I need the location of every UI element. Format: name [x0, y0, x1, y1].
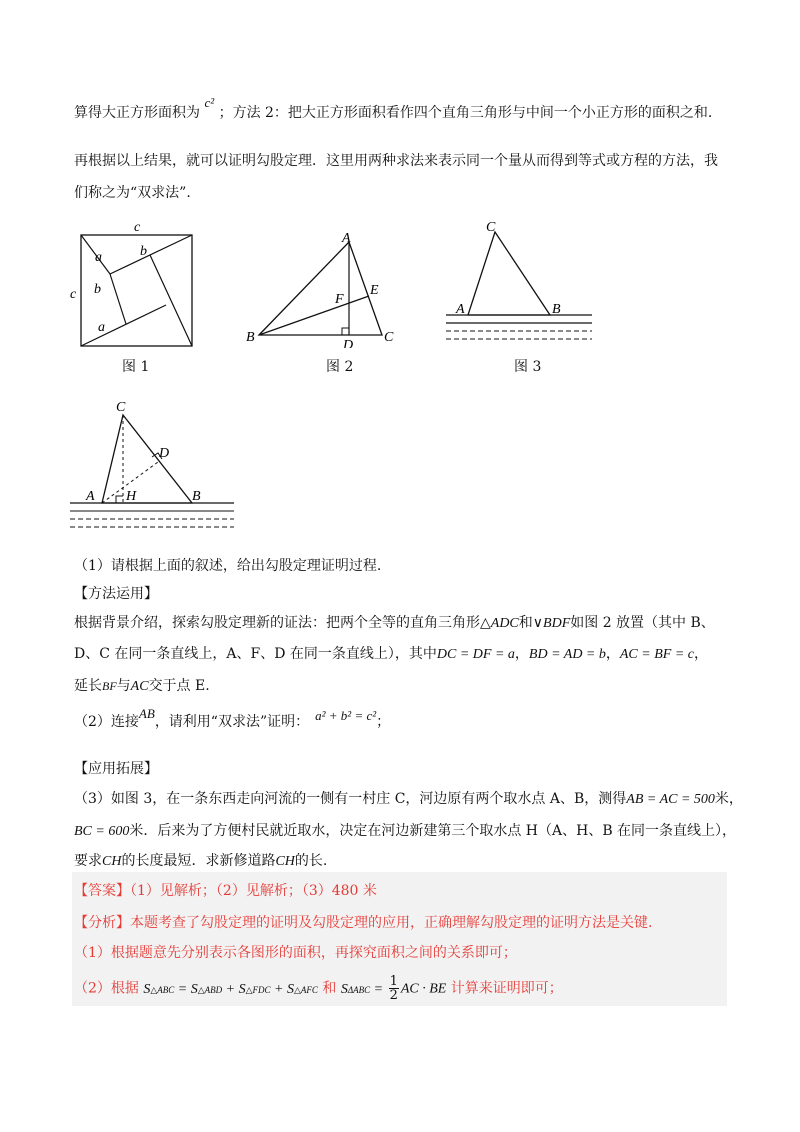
- figure-4: [66, 396, 238, 531]
- fig2-label-F: F: [335, 292, 344, 307]
- caption-fig2: 图 2: [326, 359, 354, 375]
- analysis-point-2: （2）根据 S△ABC = S△ABD + S△FDC + S△AFC 和 SΔABC = $\frac{1}{2}$ AC · BE 计算来证明即可；: [74, 974, 563, 1003]
- analysis-line: 【分析】本题考查了勾股定理的证明及勾股定理的应用，正确理解勾股定理的证明方法是关键.: [74, 915, 653, 931]
- fig1-label-a1: a: [95, 250, 102, 265]
- q3-line-2: BC = 600米．后来为了方便村民就近取水，决定在河边新建第三个取水点 H（A、H、B 在同一条直线上），: [74, 823, 737, 839]
- fig4-label-H: H: [126, 489, 137, 504]
- method-line-1: 根据背景介绍，探索勾股定理新的证法：把两个全等的直角三角形△ADC和∨BDF如图 2 放置（其中 B、: [74, 615, 715, 631]
- fig2-label-B: B: [246, 330, 255, 345]
- fig2-label-E: E: [370, 283, 379, 298]
- section-method: 【方法运用】: [74, 586, 158, 602]
- fig1-label-b1: b: [94, 282, 101, 297]
- intro-line-1: 算得大正方形面积为 c² ；方法 2：把大正方形面积看作四个直角三角形与中间一个小正方形的面积之和.: [74, 95, 713, 121]
- question-2: （2）连接AB，请利用“双求法”证明： a² + b² = c²；: [74, 706, 391, 730]
- analysis-point-1: （1）根据题意先分别表示各图形的面积，再探究面积之间的关系即可；: [74, 945, 517, 961]
- fig1-label-c-top: c: [134, 220, 141, 235]
- q3-line-1: （3）如图 3，在一条东西走向河流的一侧有一村庄 C，河边原有两个取水点 A、B，测得AB = AC = 500米，: [74, 791, 743, 807]
- fig4-label-D: D: [159, 446, 170, 461]
- intro-line-2: 再根据以上结果，就可以证明勾股定理．这里用两种求法来表示同一个量从而得到等式或方程的方法，我: [74, 153, 718, 169]
- fig1-label-c-left: c: [70, 287, 77, 302]
- fig4-label-C: C: [116, 400, 126, 415]
- fig3-label-A: A: [456, 302, 465, 317]
- fig4-label-B: B: [192, 489, 201, 504]
- fig3-label-C: C: [486, 220, 496, 235]
- fig1-label-a2: a: [98, 320, 105, 335]
- figure-2: [242, 228, 402, 348]
- method-line-2: D、C 在同一条直线上，A、F、D 在同一条直线上），其中DC = DF = a，BD = AD = b，AC = BF = c，: [74, 646, 708, 662]
- figure-3: [440, 215, 600, 340]
- fig2-label-A: A: [342, 231, 351, 246]
- section-application: 【应用拓展】: [74, 761, 158, 777]
- intro-line-3: 们称之为“双求法”.: [74, 185, 191, 201]
- fig2-label-C: C: [384, 330, 394, 345]
- q3-line-3: 要求CH的长度最短．求新修道路CH的长.: [74, 853, 328, 869]
- fig4-label-A: A: [86, 489, 95, 504]
- caption-fig1: 图 1: [122, 359, 150, 375]
- caption-fig3: 图 3: [514, 359, 542, 375]
- fig2-label-D: D: [343, 338, 354, 348]
- fig1-label-b2: b: [140, 244, 147, 259]
- fraction-half: $\frac{1}{2}$: [389, 974, 398, 1003]
- question-1: （1）请根据上面的叙述，给出勾股定理证明过程.: [74, 558, 382, 574]
- answer-line: 【答案】（1）见解析；（2）见解析；（3）480 米: [74, 883, 377, 899]
- c-squared: c²: [204, 95, 215, 110]
- figure-1: [70, 218, 205, 353]
- fig3-label-B: B: [552, 302, 561, 317]
- method-line-3: 延长BF与AC交于点 E.: [74, 678, 210, 694]
